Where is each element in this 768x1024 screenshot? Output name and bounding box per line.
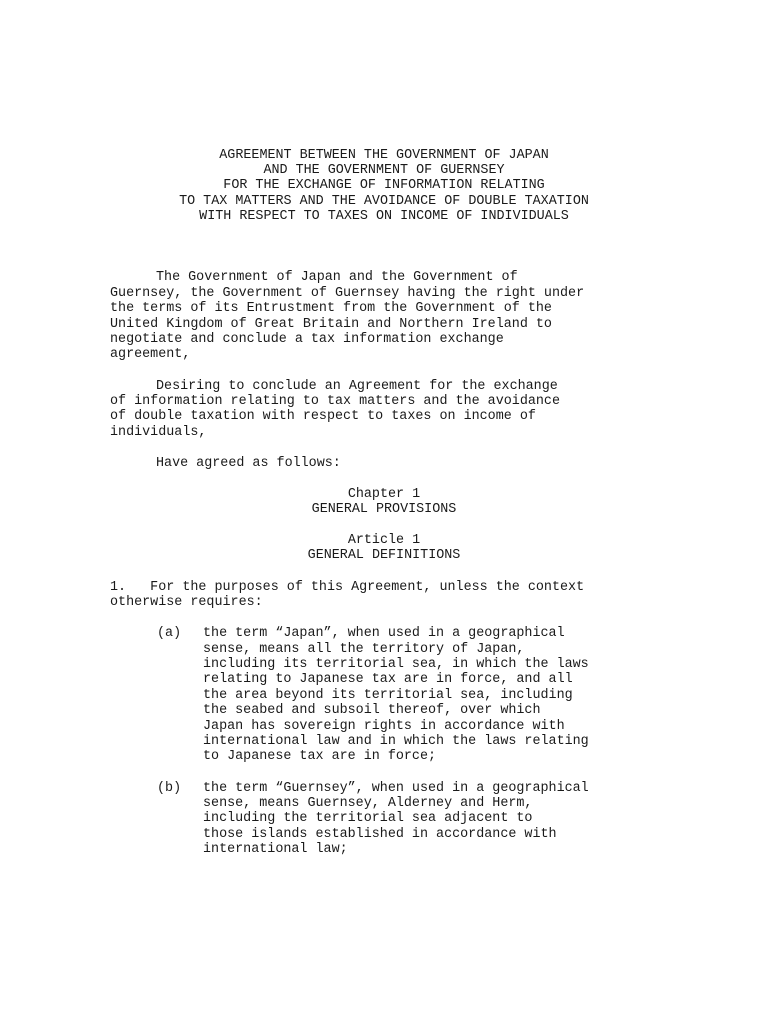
preamble-para1-line-4: United Kingdom of Great Britain and Northern Ireland to xyxy=(110,317,552,332)
list-item-a-line-9: to Japanese tax are in force; xyxy=(203,749,437,764)
preamble-para1-line-6: agreement, xyxy=(110,347,191,362)
title-line-1: AGREEMENT BETWEEN THE GOVERNMENT OF JAPAN xyxy=(219,148,549,163)
article-number: Article 1 xyxy=(347,533,421,548)
preamble-para3: Have agreed as follows: xyxy=(156,456,341,471)
clause1-line-1: 1. For the purposes of this Agreement, unless the context xyxy=(110,580,585,595)
list-item-a-line-7: Japan has sovereign rights in accordance with xyxy=(203,719,565,734)
list-item-a-line-6: the seabed and subsoil thereof, over which xyxy=(203,703,541,718)
list-item-b-line-1: the term “Guernsey”, when used in a geographical xyxy=(203,781,589,796)
title-line-2: AND THE GOVERNMENT OF GUERNSEY xyxy=(263,163,505,178)
chapter-number: Chapter 1 xyxy=(347,487,421,502)
preamble-para2-line-4: individuals, xyxy=(110,425,207,440)
preamble-para1-line-2: Guernsey, the Government of Guernsey having the right under xyxy=(110,286,585,301)
list-item-a-line-3: including its territorial sea, in which the laws xyxy=(203,657,589,672)
preamble-para1-line-3: the terms of its Entrustment from the Government of the xyxy=(110,301,552,316)
article-title: GENERAL DEFINITIONS xyxy=(307,548,461,563)
list-item-b-line-3: including the territorial sea adjacent to xyxy=(203,811,533,826)
chapter-title: GENERAL PROVISIONS xyxy=(311,502,457,517)
preamble-para2-line-2: of information relating to tax matters and the avoidance xyxy=(110,394,560,409)
list-item-a-line-8: international law and in which the laws relating xyxy=(203,734,589,749)
preamble-para1-line-5: negotiate and conclude a tax information exchange xyxy=(110,332,504,347)
clause1-line-2: otherwise requires: xyxy=(110,595,263,610)
preamble-para1-line-1: The Government of Japan and the Government of xyxy=(156,270,518,285)
preamble-para2-line-1: Desiring to conclude an Agreement for the exchange xyxy=(156,379,558,394)
list-item-a-label: (a) xyxy=(157,626,182,641)
list-item-b-label: (b) xyxy=(157,781,182,796)
title-line-5: WITH RESPECT TO TAXES ON INCOME OF INDIVIDUALS xyxy=(199,209,569,224)
preamble-para2-line-3: of double taxation with respect to taxes on income of xyxy=(110,409,536,424)
title-line-3: FOR THE EXCHANGE OF INFORMATION RELATING xyxy=(223,178,545,193)
list-item-a-line-1: the term “Japan”, when used in a geographical xyxy=(203,626,565,641)
list-item-b-line-5: international law; xyxy=(203,842,348,857)
title-line-4: TO TAX MATTERS AND THE AVOIDANCE OF DOUBLE TAXATION xyxy=(179,194,589,209)
list-item-b-line-4: those islands established in accordance with xyxy=(203,827,557,842)
list-item-a-line-5: the area beyond its territorial sea, including xyxy=(203,688,573,703)
list-item-b-line-2: sense, means Guernsey, Alderney and Herm, xyxy=(203,796,533,811)
list-item-a-line-4: relating to Japanese tax are in force, and all xyxy=(203,672,573,687)
list-item-a-line-2: sense, means all the territory of Japan, xyxy=(203,642,525,657)
